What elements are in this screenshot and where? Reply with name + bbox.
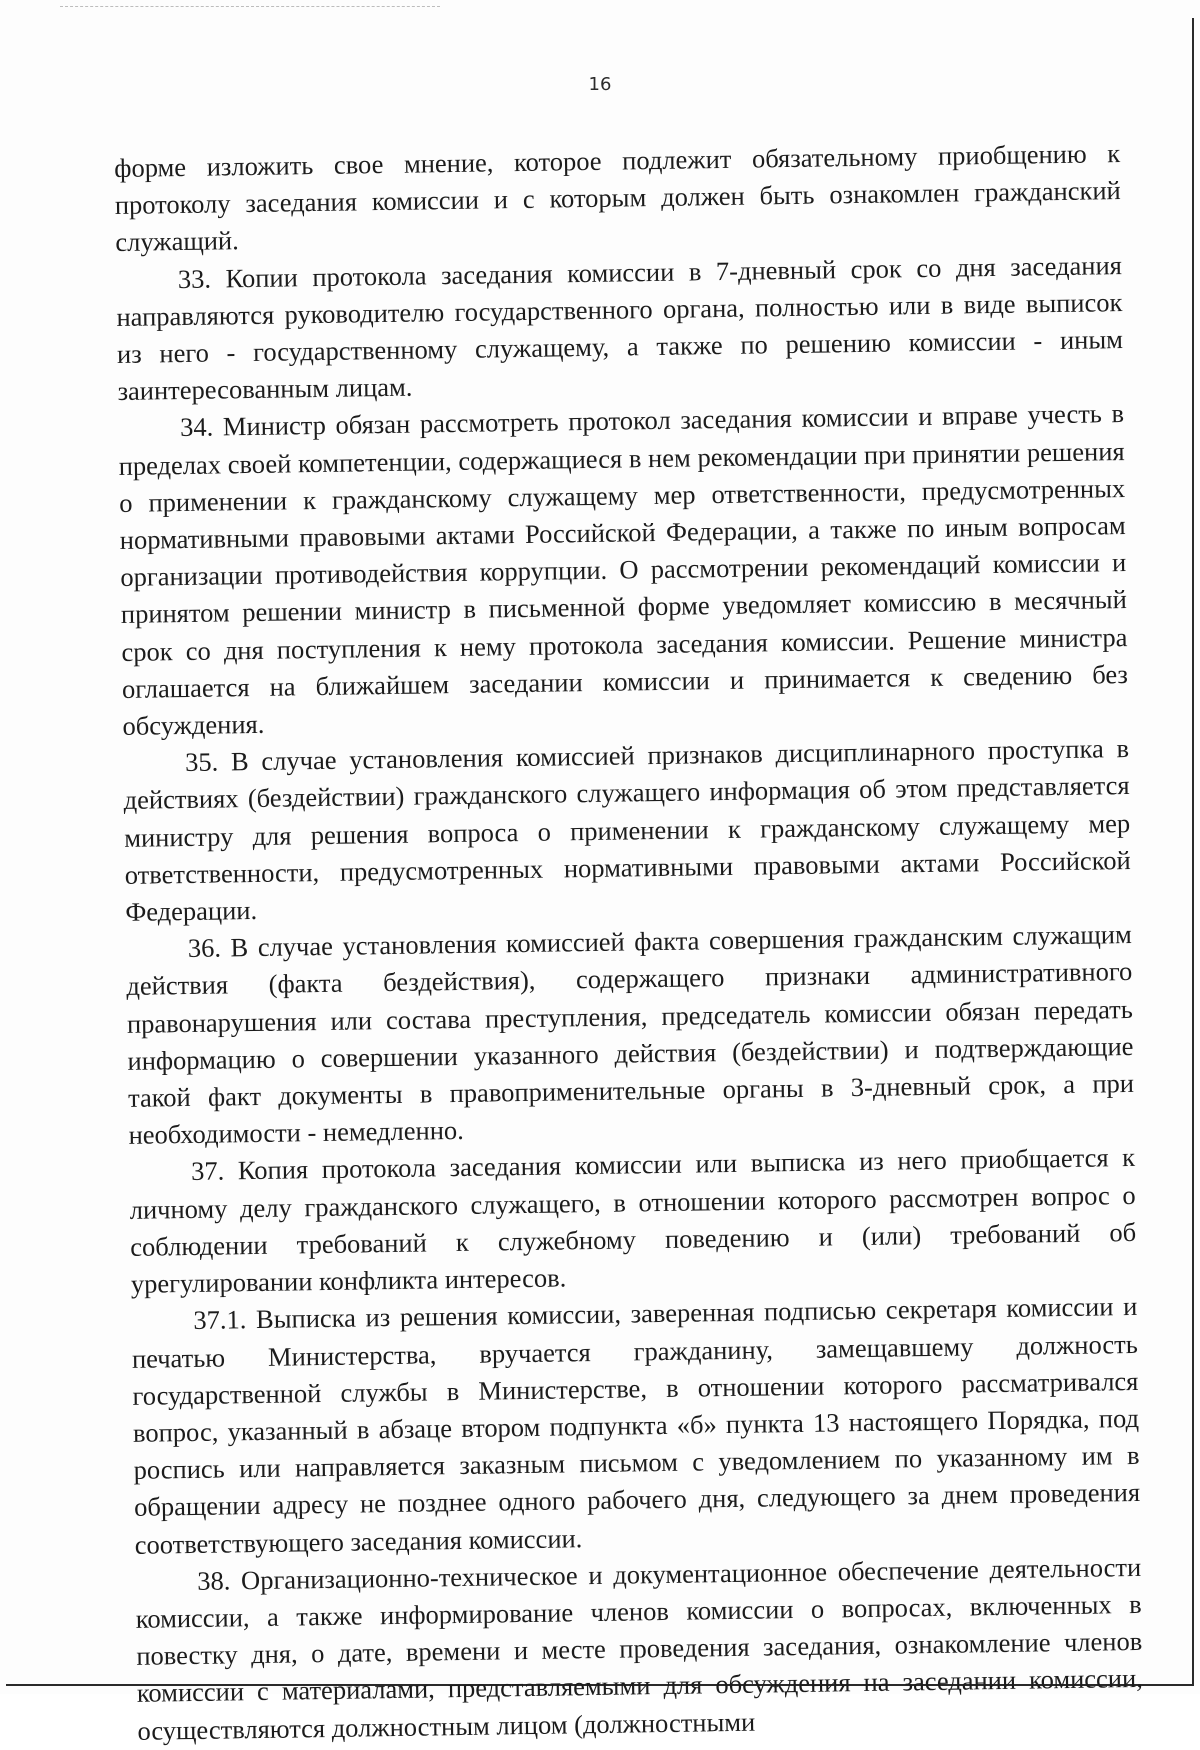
paragraph-item-36: 36. В случае установления комиссией факта совершения гражданским служащим действия (факта бездействия), содержащего признаки административного правонарушения или состава преступления, председатель комиссии обязан передать информацию о совершении указанного действия (бездействии) и подтверждающие такой факт документы в правоприменительные органы в 3-дневный срок, а при необходимости - немедленно. [126, 919, 1135, 1151]
paragraph-item-34: 34. Министр обязан рассмотреть протокол заседания комиссии и вправе учесть в пределах своей компетенции, содержащиеся в нем рекомендации при принятии решения о применении к гражданскому служащему мер ответственности, предусмотренных нормативными правовыми актами Российской Федерации, а также по иным вопросам организации противодействия коррупции. О рассмотрении рекомендаций комиссии и принятом решении министр в письменной форме уведомляет комиссию в месячный срок со дня поступления к нему протокола заседания комиссии. Решение министра оглашается на ближайшем заседании комиссии и принимается к сведению без обсуждения. [118, 398, 1129, 741]
paragraph-item-37: 37. Копия протокола заседания комиссии или выписка из него приобщается к личному делу гражданского служащего, в отношении которого рассмотрен вопрос о соблюдении требований к служебному поведению и (или) требований об урегулировании конфликта интересов. [129, 1142, 1137, 1299]
paragraph-continuation: форме изложить свое мнение, которое подлежит обязательному приобщению к протоколу заседания комиссии и с которым должен быть ознакомлен гражданский служащий. [114, 138, 1121, 258]
scan-border-right [1192, 18, 1194, 1686]
paragraph-item-37-1: 37.1. Выписка из решения комиссии, заверенная подписью секретаря комиссии и печатью Министерства, вручается гражданину, замещавшему должность государственной службы в Министерстве, в отношении которого рассматривался вопрос, указанный в абзаце втором подпункта «б» пункта 13 настоящего Порядка, под роспись или направляется заказным письмом с уведомлением по указанному им в обращении адресу не позднее одного рабочего дня, следующего за днем проведения соответствующего заседания комиссии. [131, 1291, 1141, 1560]
scan-edge-marks [60, 6, 440, 9]
page-number: 16 [588, 74, 612, 95]
paragraph-item-35: 35. В случае установления комиссией признаков дисциплинарного проступка в действиях (бездействии) гражданского служащего информация об этом представляется министру для решения вопроса о применении к гражданскому служащему мер ответственности, предусмотренных нормативными правовыми актами Российской Федерации. [123, 733, 1131, 927]
paragraph-item-38: 38. Организационно-техническое и документационное обеспечение деятельности комиссии, а также информирование членов комиссии о вопросах, включенных в повестку дня, о дате, времени и месте проведения заседания, ознакомление членов комиссии с материалами, представляемыми для обсуждения на заседании комиссии, осуществляются должностным лицом (должностными [135, 1551, 1144, 1746]
document-body [114, 135, 1144, 1749]
paragraph-item-33: 33. Копии протокола заседания комиссии в 7-дневный срок со дня заседания направляются руководителю государственного органа, полностью или в виде выписок из него - государственному служащему, а также по решению комиссии - иным заинтересованным лицам. [116, 249, 1124, 407]
